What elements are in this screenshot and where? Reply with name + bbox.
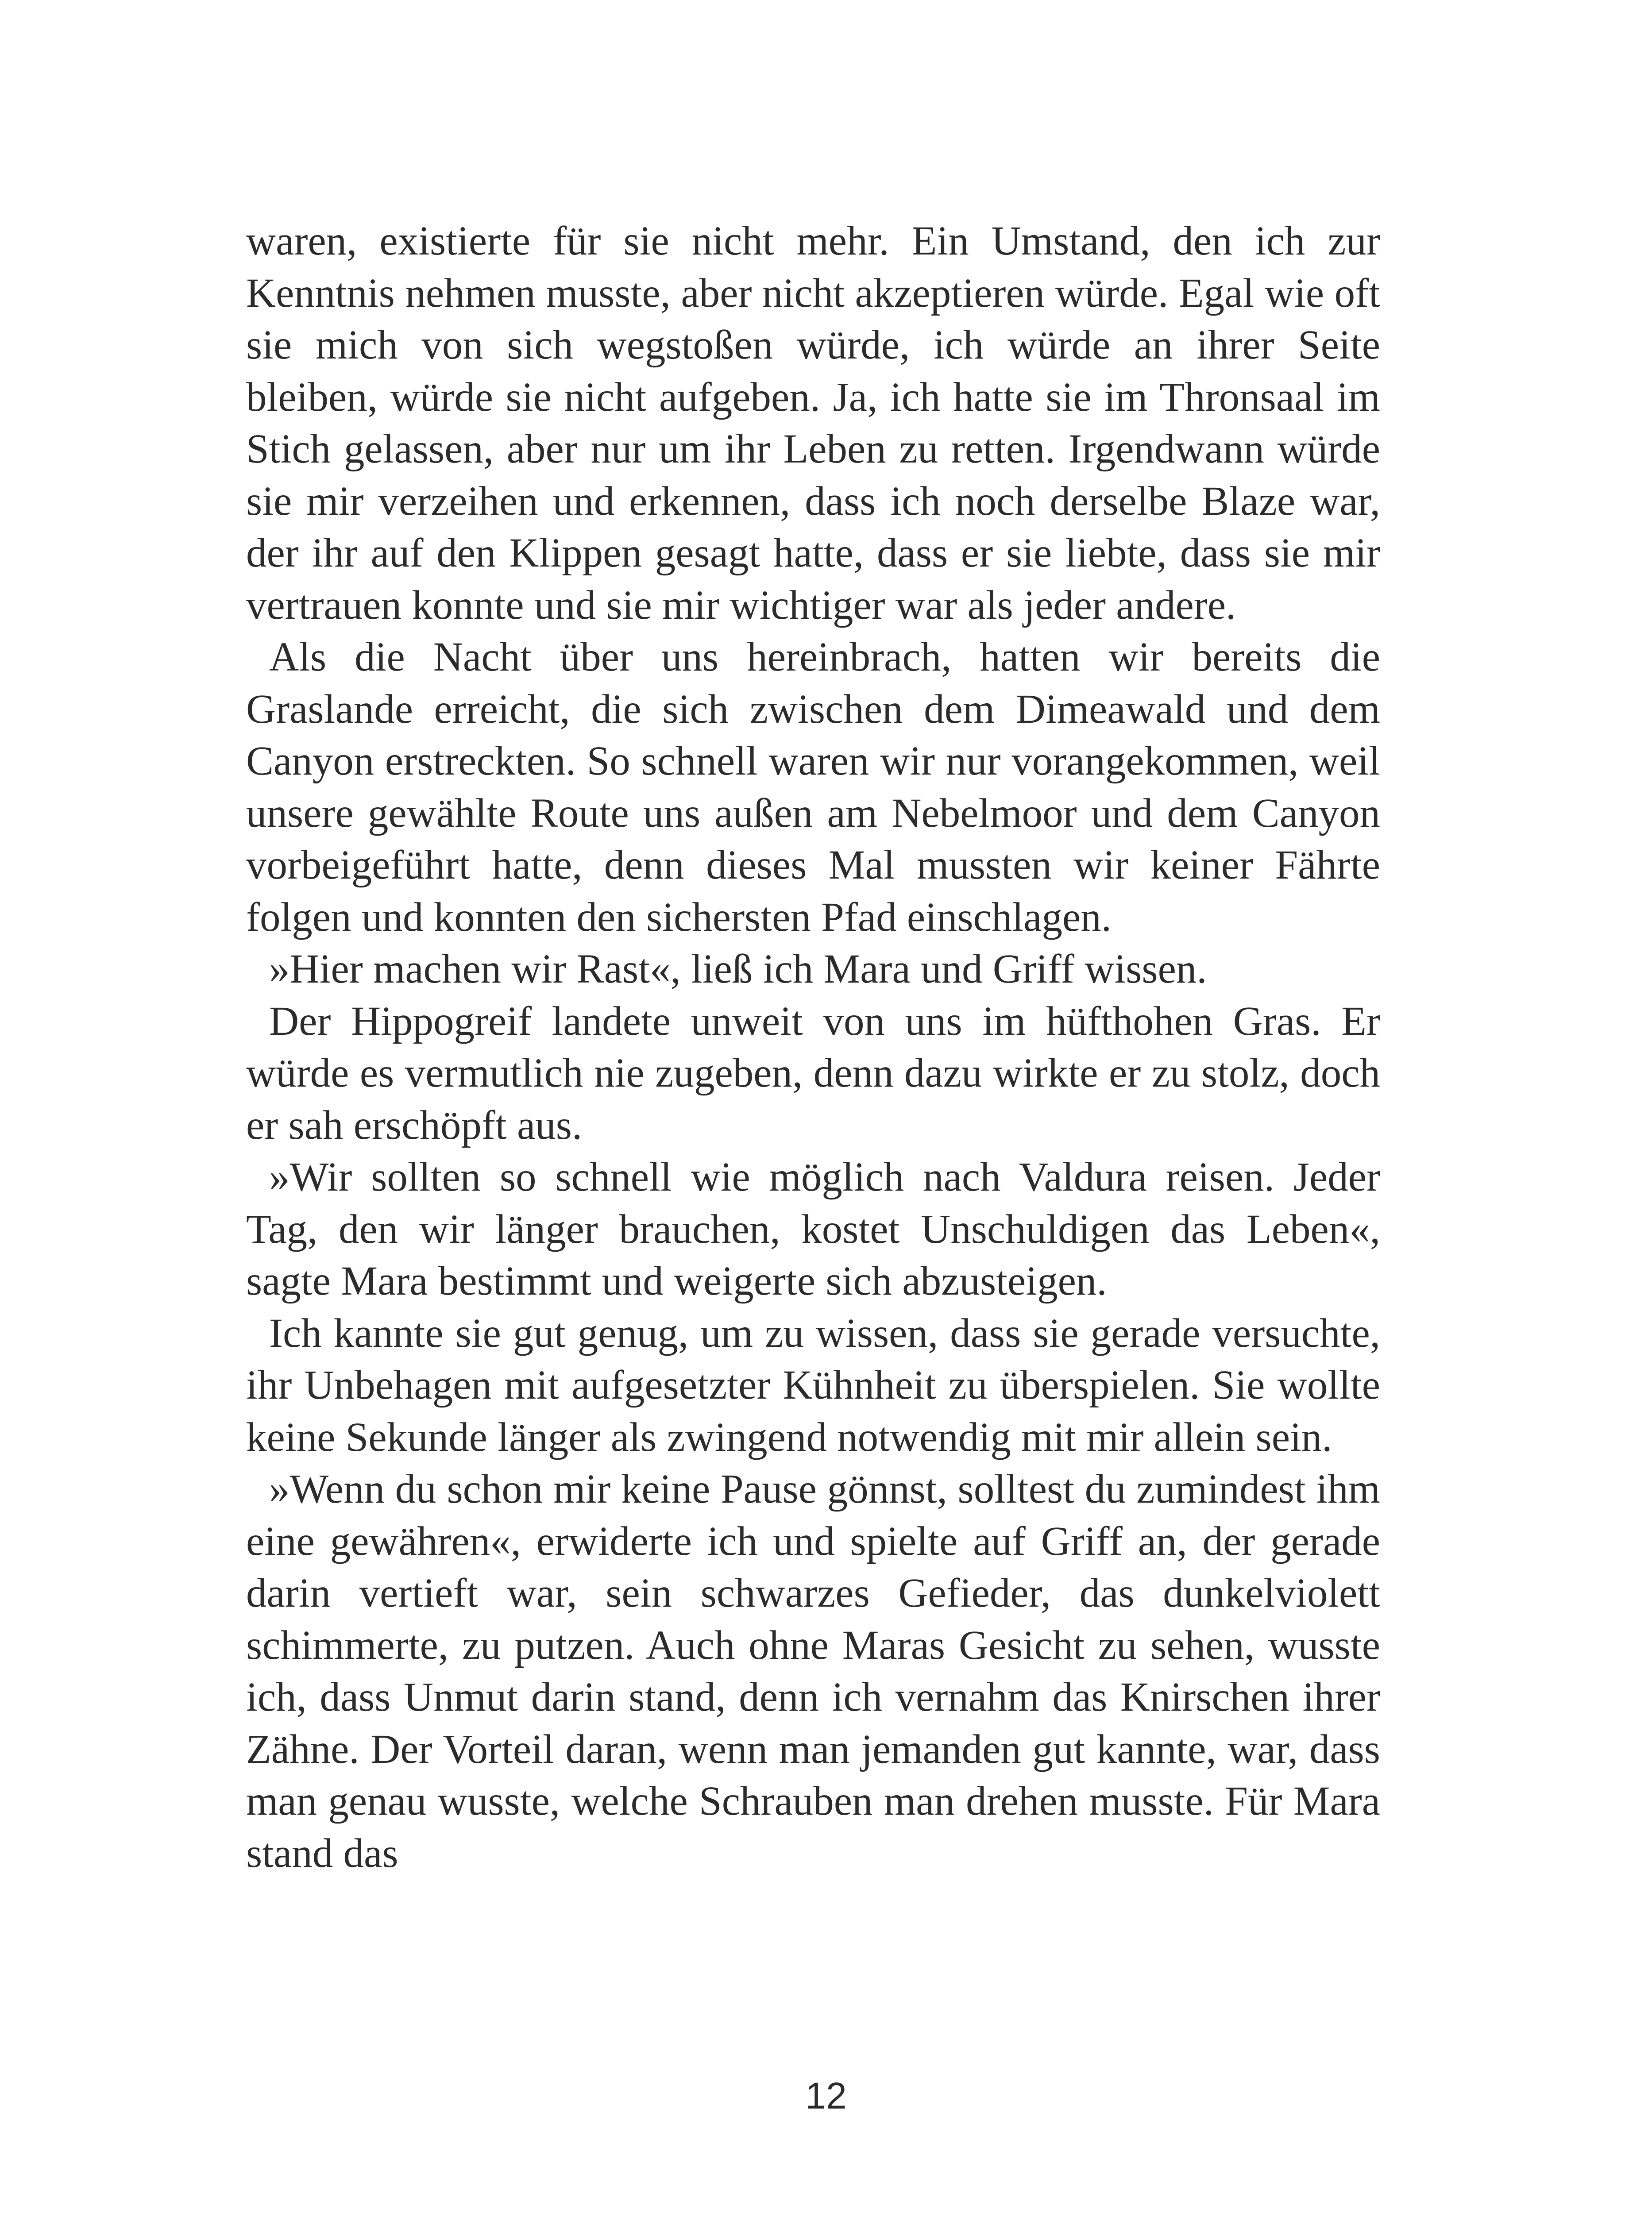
paragraph-2: Als die Nacht über uns hereinbrach, hatten wir bereits die Graslande erreicht, die sich zwischen dem Dimeawald und dem Canyon erstreckten. So schnell waren wir nur vorangekommen, weil unsere gewählte Route uns außen am Nebelmoor und dem Canyon vorbeigeführt hatte, denn dieses Mal mussten wir keiner Fährte folgen und konnten den sichersten Pfad einschlagen.	[246, 634, 1380, 940]
page-number: 12	[805, 2075, 847, 2117]
paragraph-1: waren, existierte für sie nicht mehr. Ein Umstand, den ich zur Kenntnis nehmen musste, aber nicht akzeptieren würde. Egal wie oft sie mich von sich wegstoßen würde, ich würde an ihrer Seite bleiben, würde sie nicht aufgeben. Ja, ich hatte sie im Thronsaal im Stich gelassen, aber nur um ihr Leben zu retten. Irgendwann würde sie mir verzeihen und erkennen, dass ich noch derselbe Blaze war, der ihr auf den Klippen gesagt hatte, dass er sie liebte, dass sie mir vertrauen konnte und sie mir wichtiger war als jeder andere.	[246, 218, 1380, 628]
body-text	[246, 215, 1380, 1879]
paragraph-5: »Wir sollten so schnell wie möglich nach Valdura reisen. Jeder Tag, den wir länger brauchen, kostet Unschuldigen das Leben«, sagte Mara bestimmt und weigerte sich abzusteigen.	[246, 1154, 1380, 1304]
paragraph-7: »Wenn du schon mir keine Pause gönnst, solltest du zumindest ihm eine gewähren«, erwiderte ich und spielte auf Griff an, der gerade darin vertieft war, sein schwarzes Gefieder, das dunkelviolett schimmerte, zu putzen. Auch ohne Maras Gesicht zu sehen, wusste ich, dass Unmut darin stand, denn ich vernahm das Knirschen ihrer Zähne. Der Vorteil daran, wenn man jemanden gut kannte, war, dass man genau wusste, welche Schrauben man drehen musste. Für Mara stand das	[246, 1466, 1380, 1876]
paragraph-3: »Hier machen wir Rast«, ließ ich Mara und Griff wissen.	[269, 946, 1207, 992]
paragraph-6: Ich kannte sie gut genug, um zu wissen, dass sie gerade versuchte, ihr Unbehagen mit aufgesetzter Kühnheit zu überspielen. Sie wollte keine Sekunde länger als zwingend notwendig mit mir allein sein.	[246, 1310, 1380, 1460]
paragraph-4: Der Hippogreif landete unweit von uns im hüfthohen Gras. Er würde es vermutlich nie zugeben, denn dazu wirkte er zu stolz, doch er sah erschöpft aus.	[246, 998, 1380, 1148]
